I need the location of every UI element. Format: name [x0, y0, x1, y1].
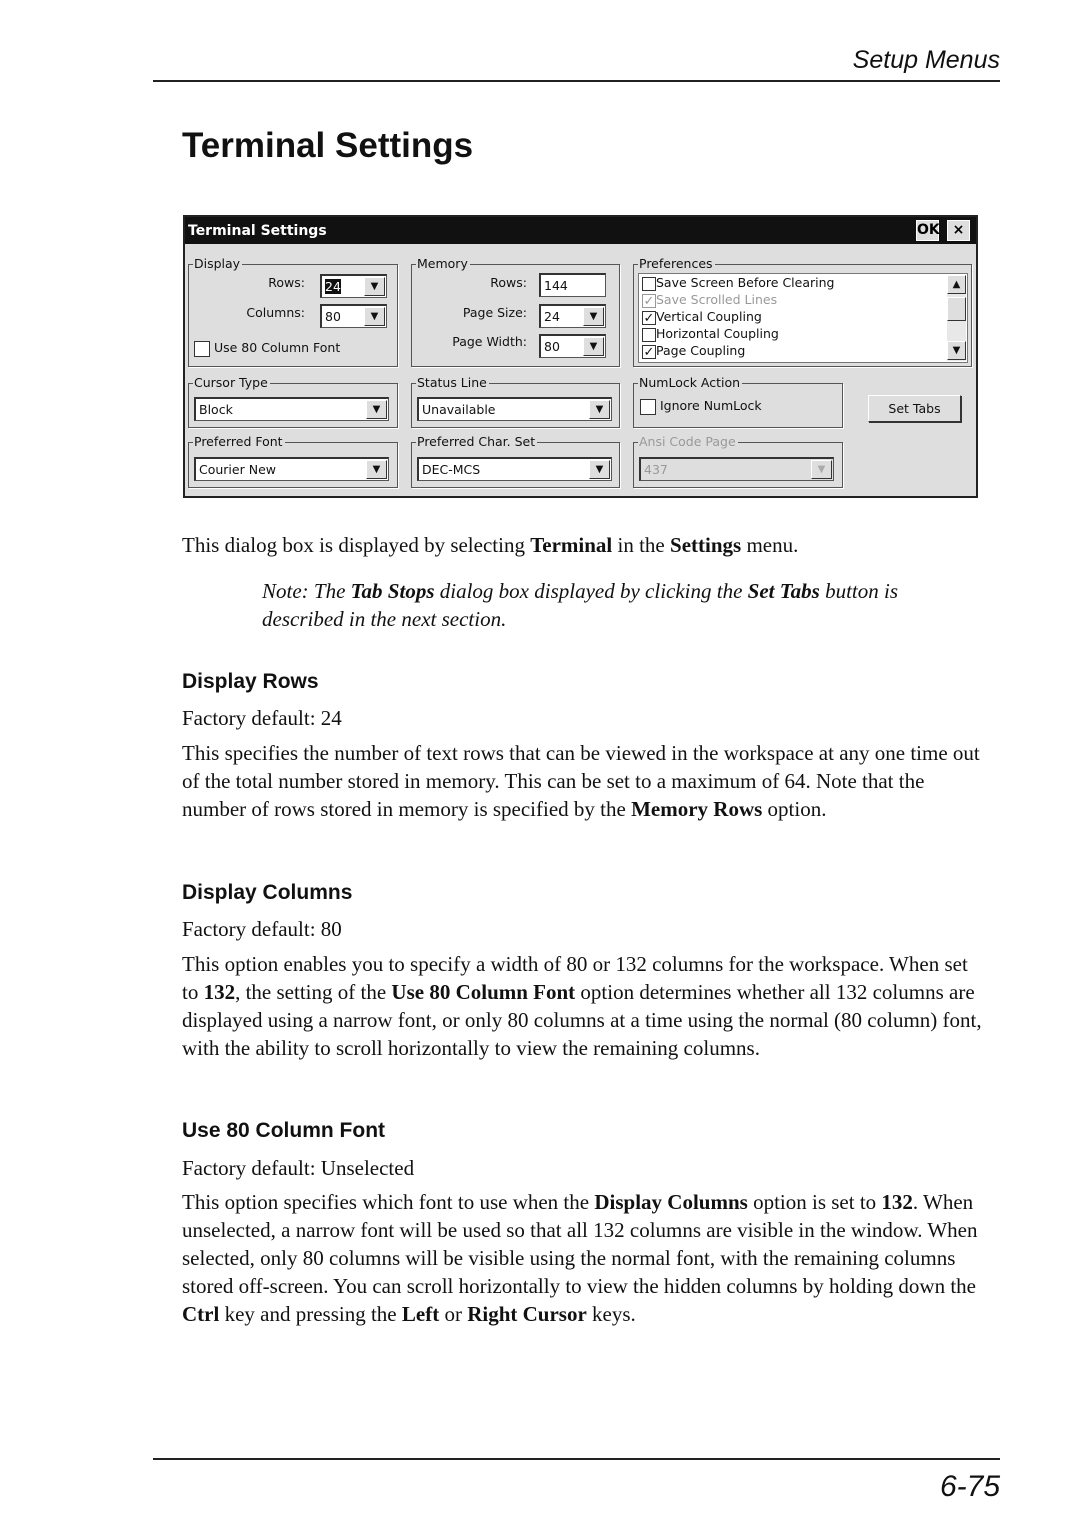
ok-button[interactable]: OK: [916, 220, 939, 241]
page-width-value: 80: [544, 339, 560, 354]
ansi-code-page-group: [633, 434, 843, 488]
section-heading: Display Columns: [182, 881, 353, 904]
header-rule: [153, 80, 1000, 82]
preferred-font-combo[interactable]: [194, 457, 389, 481]
dialog-title: Terminal Settings: [188, 223, 327, 239]
scroll-thumb[interactable]: [947, 297, 966, 321]
ignore-numlock-checkbox[interactable]: [640, 399, 656, 415]
use80-checkbox[interactable]: [194, 341, 210, 357]
display-rows-value: 24: [325, 279, 341, 294]
status-line-combo[interactable]: [417, 397, 612, 421]
chevron-down-icon[interactable]: ▼: [364, 307, 385, 326]
preferred-font-value: Courier New: [199, 462, 276, 477]
preferred-charset-combo[interactable]: [417, 457, 612, 481]
section-body: This option enables you to specify a width of 80 or 132 columns for the workspace. When set to 132, the setting of the Use 80 Column Font option determines whether all 132 columns are displayed using a narrow font, or only 80 columns at a time using the normal (80 column) font, with the ability to scroll horizontally to view the remaining columns.: [182, 952, 982, 1060]
display-columns-label: Columns:: [246, 305, 305, 320]
preferences-list: [638, 273, 968, 363]
section-body: This option specifies which font to use when the Display Columns option is set to 132. When unselected, a narrow font will be used so that all 132 columns are visible in the window. When selected, only 80 columns will be visible using the normal font, with the remaining columns stored off-screen. You can scroll horizontally to view the hidden columns by holding down the Ctrl key and pressing the Left or Right Cursor keys.: [182, 1190, 978, 1326]
preferred-font-label: Preferred Font: [194, 434, 283, 449]
cursor-type-label: Cursor Type: [194, 375, 268, 390]
pref-label: Page Coupling: [656, 343, 746, 358]
factory-default: Factory default: 80: [182, 917, 342, 941]
cursor-type-group: [188, 375, 398, 428]
pref-label: Horizontal Coupling: [656, 326, 779, 341]
cursor-type-value: Block: [199, 402, 233, 417]
page-width-combo[interactable]: [539, 334, 606, 358]
page-size-value: 24: [544, 309, 560, 324]
display-columns-combo[interactable]: [320, 304, 387, 328]
status-line-value: Unavailable: [422, 402, 496, 417]
pref-item[interactable]: ✓ Page Coupling: [643, 343, 746, 360]
preferred-charset-group: [411, 434, 620, 488]
pref-item: ✓ Save Scrolled Lines: [643, 292, 778, 309]
ansi-code-page-label: Ansi Code Page: [639, 434, 736, 449]
chevron-down-icon: ▼: [811, 460, 832, 479]
close-button[interactable]: ×: [947, 220, 970, 241]
chevron-down-icon[interactable]: ▼: [583, 337, 604, 356]
footer-rule: [153, 1458, 1000, 1460]
section-body: This specifies the number of text rows that can be viewed in the workspace at any one time out of the total number stored in memory. This can be set to a maximum of 64. Note that the number of rows stored in memory is specified by the Memory Rows option.: [182, 741, 980, 821]
pref-item[interactable]: ✓ Vertical Coupling: [643, 309, 762, 326]
section-heading: Use 80 Column Font: [182, 1119, 386, 1142]
chevron-down-icon[interactable]: ▼: [589, 460, 610, 479]
numlock-label: NumLock Action: [639, 375, 741, 390]
memory-rows-input[interactable]: [539, 273, 606, 297]
dialog-title-bar: [185, 217, 976, 244]
pref-item[interactable]: [642, 274, 967, 291]
ignore-numlock-row[interactable]: [640, 398, 762, 415]
terminal-settings-dialog: [183, 215, 978, 498]
pref-label: Save Scrolled Lines: [656, 292, 778, 307]
cursor-type-combo[interactable]: [194, 397, 389, 421]
chevron-down-icon[interactable]: ▼: [583, 307, 604, 326]
page-width-label: Page Width:: [452, 334, 527, 349]
chevron-down-icon[interactable]: ▼: [366, 460, 387, 479]
use80-label: Use 80 Column Font: [213, 340, 341, 355]
pref-label: Vertical Coupling: [656, 309, 762, 324]
scroll-down-icon[interactable]: ▼: [947, 341, 966, 360]
preferred-charset-label: Preferred Char. Set: [417, 434, 536, 449]
status-line-group: [411, 375, 620, 428]
chevron-down-icon[interactable]: ▼: [366, 400, 387, 419]
display-group-label: Display: [194, 256, 241, 271]
running-header: Setup Menus: [852, 46, 1000, 74]
display-rows-combo[interactable]: [320, 274, 387, 298]
factory-default: Factory default: Unselected: [182, 1156, 415, 1180]
factory-default: Factory default: 24: [182, 706, 342, 730]
chevron-down-icon[interactable]: ▼: [589, 400, 610, 419]
chevron-down-icon[interactable]: ▼: [364, 277, 385, 296]
use80-checkbox-row[interactable]: [194, 340, 340, 357]
scroll-up-icon[interactable]: ▲: [947, 275, 966, 294]
memory-group: [411, 256, 620, 367]
preferences-group-label: Preferences: [639, 256, 713, 271]
preferences-group: [633, 256, 972, 367]
preferred-font-group: [188, 434, 398, 488]
page-size-combo[interactable]: [539, 304, 606, 328]
preferred-charset-value: DEC-MCS: [422, 462, 481, 477]
section-heading: Display Rows: [182, 670, 319, 693]
intro-paragraph: This dialog box is displayed by selecting Terminal in the Settings menu.: [182, 533, 799, 557]
page-number: 6-75: [939, 1470, 1000, 1503]
display-group: [188, 256, 398, 367]
memory-group-label: Memory: [417, 256, 468, 271]
ansi-code-page-value: 437: [644, 462, 668, 477]
numlock-group: [633, 375, 843, 428]
display-rows-label: Rows:: [268, 275, 305, 290]
status-line-label: Status Line: [417, 375, 487, 390]
memory-rows-value: 144: [544, 278, 568, 293]
pref-label: Save Screen Before Clearing: [656, 275, 835, 290]
display-columns-value: 80: [325, 309, 341, 324]
memory-rows-label: Rows:: [490, 275, 527, 290]
ignore-numlock-label: Ignore NumLock: [659, 398, 762, 413]
page-title: Terminal Settings: [182, 126, 474, 165]
note-paragraph: Note: The Tab Stops dialog box displayed by clicking the Set Tabs button is described in the next section.: [262, 579, 899, 631]
pref-item[interactable]: [642, 325, 967, 342]
ansi-code-page-combo: [639, 457, 834, 481]
preferences-scrollbar[interactable]: [947, 275, 966, 361]
page-size-label: Page Size:: [462, 305, 527, 320]
set-tabs-button[interactable]: Set Tabs: [868, 395, 961, 422]
